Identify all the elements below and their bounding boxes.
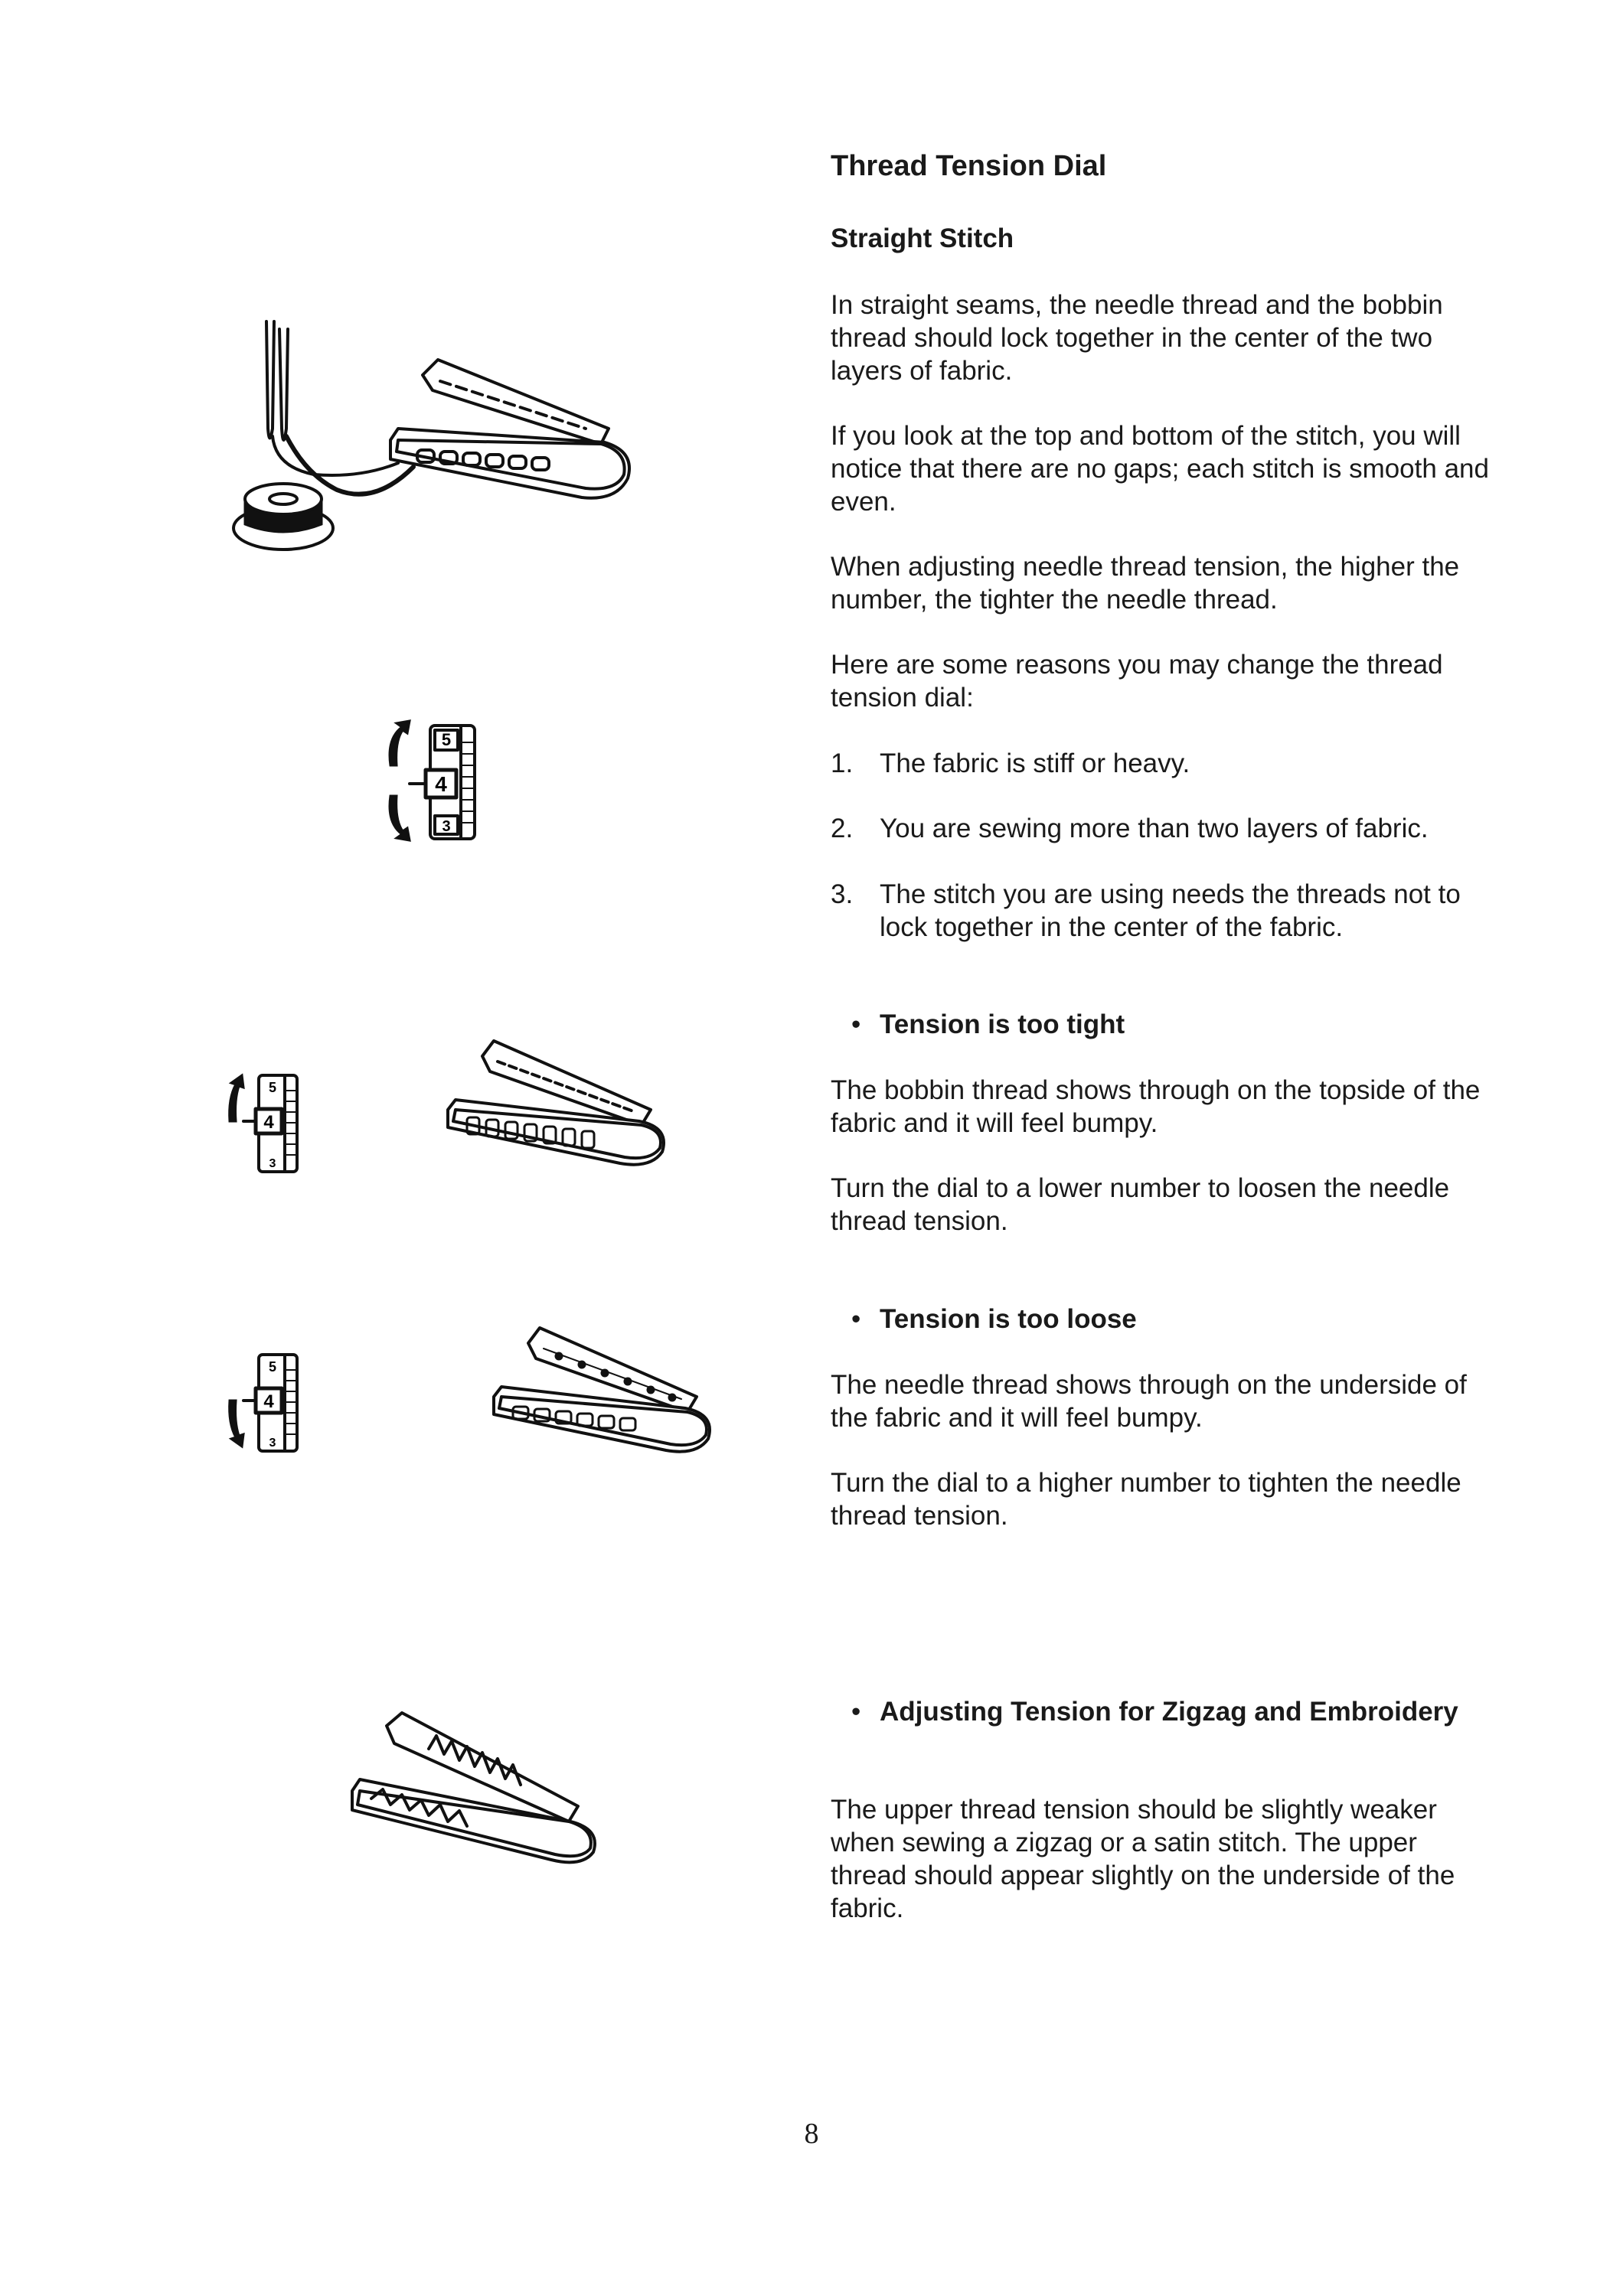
bullet: • [851, 1697, 861, 1727]
reason-number: 1. [831, 748, 854, 778]
tension-loose-description: The needle thread shows through on the underside of the fabric and it will feel bumpy. [831, 1370, 1467, 1433]
balanced-stitch-illustration [222, 314, 651, 574]
tight-dial-illustration [222, 1068, 314, 1175]
section-subtitle: Straight Stitch [831, 223, 1014, 253]
page-number: 8 [804, 2118, 819, 2150]
tension-tight-heading: Tension is too tight [880, 1009, 1125, 1039]
reason-number: 2. [831, 814, 854, 843]
bullet: • [851, 1304, 861, 1334]
page-title: Thread Tension Dial [831, 150, 1107, 182]
zigzag-stitch-illustration [348, 1707, 601, 1860]
dial-number-current: 4 [263, 1391, 274, 1412]
dial-number-current: 4 [435, 772, 447, 796]
paragraph-lock: In straight seams, the needle thread and the bobbin thread should lock together in the center of the two layers of fabric. [831, 290, 1443, 386]
dial-number-lower: 3 [269, 1157, 276, 1170]
dial-number-current: 4 [263, 1112, 274, 1133]
dial-number-upper: 5 [441, 730, 452, 749]
arrow-down-icon [390, 796, 410, 840]
tension-tight-fix: Turn the dial to a lower number to loosen the needle thread tension. [831, 1173, 1450, 1236]
tension-dial-illustration [375, 719, 490, 842]
zigzag-heading: Adjusting Tension for Zigzag and Embroidery [880, 1697, 1458, 1727]
loose-dial-illustration [222, 1347, 314, 1454]
paragraph-no-gaps: If you look at the top and bottom of the stitch, you will notice that there are no gaps; each stitch is smooth and even. [831, 421, 1489, 517]
bullet: • [851, 1009, 861, 1039]
arrow-up-icon [390, 721, 410, 765]
reason-number: 3. [831, 879, 854, 909]
arrow-down-icon [230, 1401, 243, 1446]
reason-item: The fabric is stiff or heavy. [880, 748, 1190, 778]
dial-number-lower: 3 [442, 818, 451, 835]
tension-loose-heading: Tension is too loose [880, 1304, 1137, 1334]
zigzag-description: The upper thread tension should be slightly weaker when sewing a zigzag or a satin stitch. The upper thread should appear slightly on the underside of the fabric. [831, 1795, 1455, 1923]
tight-stitch-illustration [444, 1037, 674, 1159]
loose-stitch-illustration [490, 1324, 720, 1446]
paragraph-reasons-intro: Here are some reasons you may change the thread tension dial: [831, 650, 1443, 713]
arrow-up-icon [230, 1075, 243, 1121]
dial-number-upper: 5 [268, 1080, 277, 1095]
reason-item: The stitch you are using needs the threads not to lock together in the center of the fabric. [880, 879, 1461, 942]
reason-item: You are sewing more than two layers of fabric. [880, 814, 1429, 843]
dial-number-upper: 5 [268, 1359, 277, 1375]
tension-loose-fix: Turn the dial to a higher number to tighten the needle thread tension. [831, 1468, 1461, 1531]
tension-tight-description: The bobbin thread shows through on the topside of the fabric and it will feel bumpy. [831, 1075, 1481, 1138]
paragraph-higher-number: When adjusting needle thread tension, the higher the number, the tighter the needle thread. [831, 552, 1460, 615]
dial-number-lower: 3 [269, 1437, 276, 1450]
